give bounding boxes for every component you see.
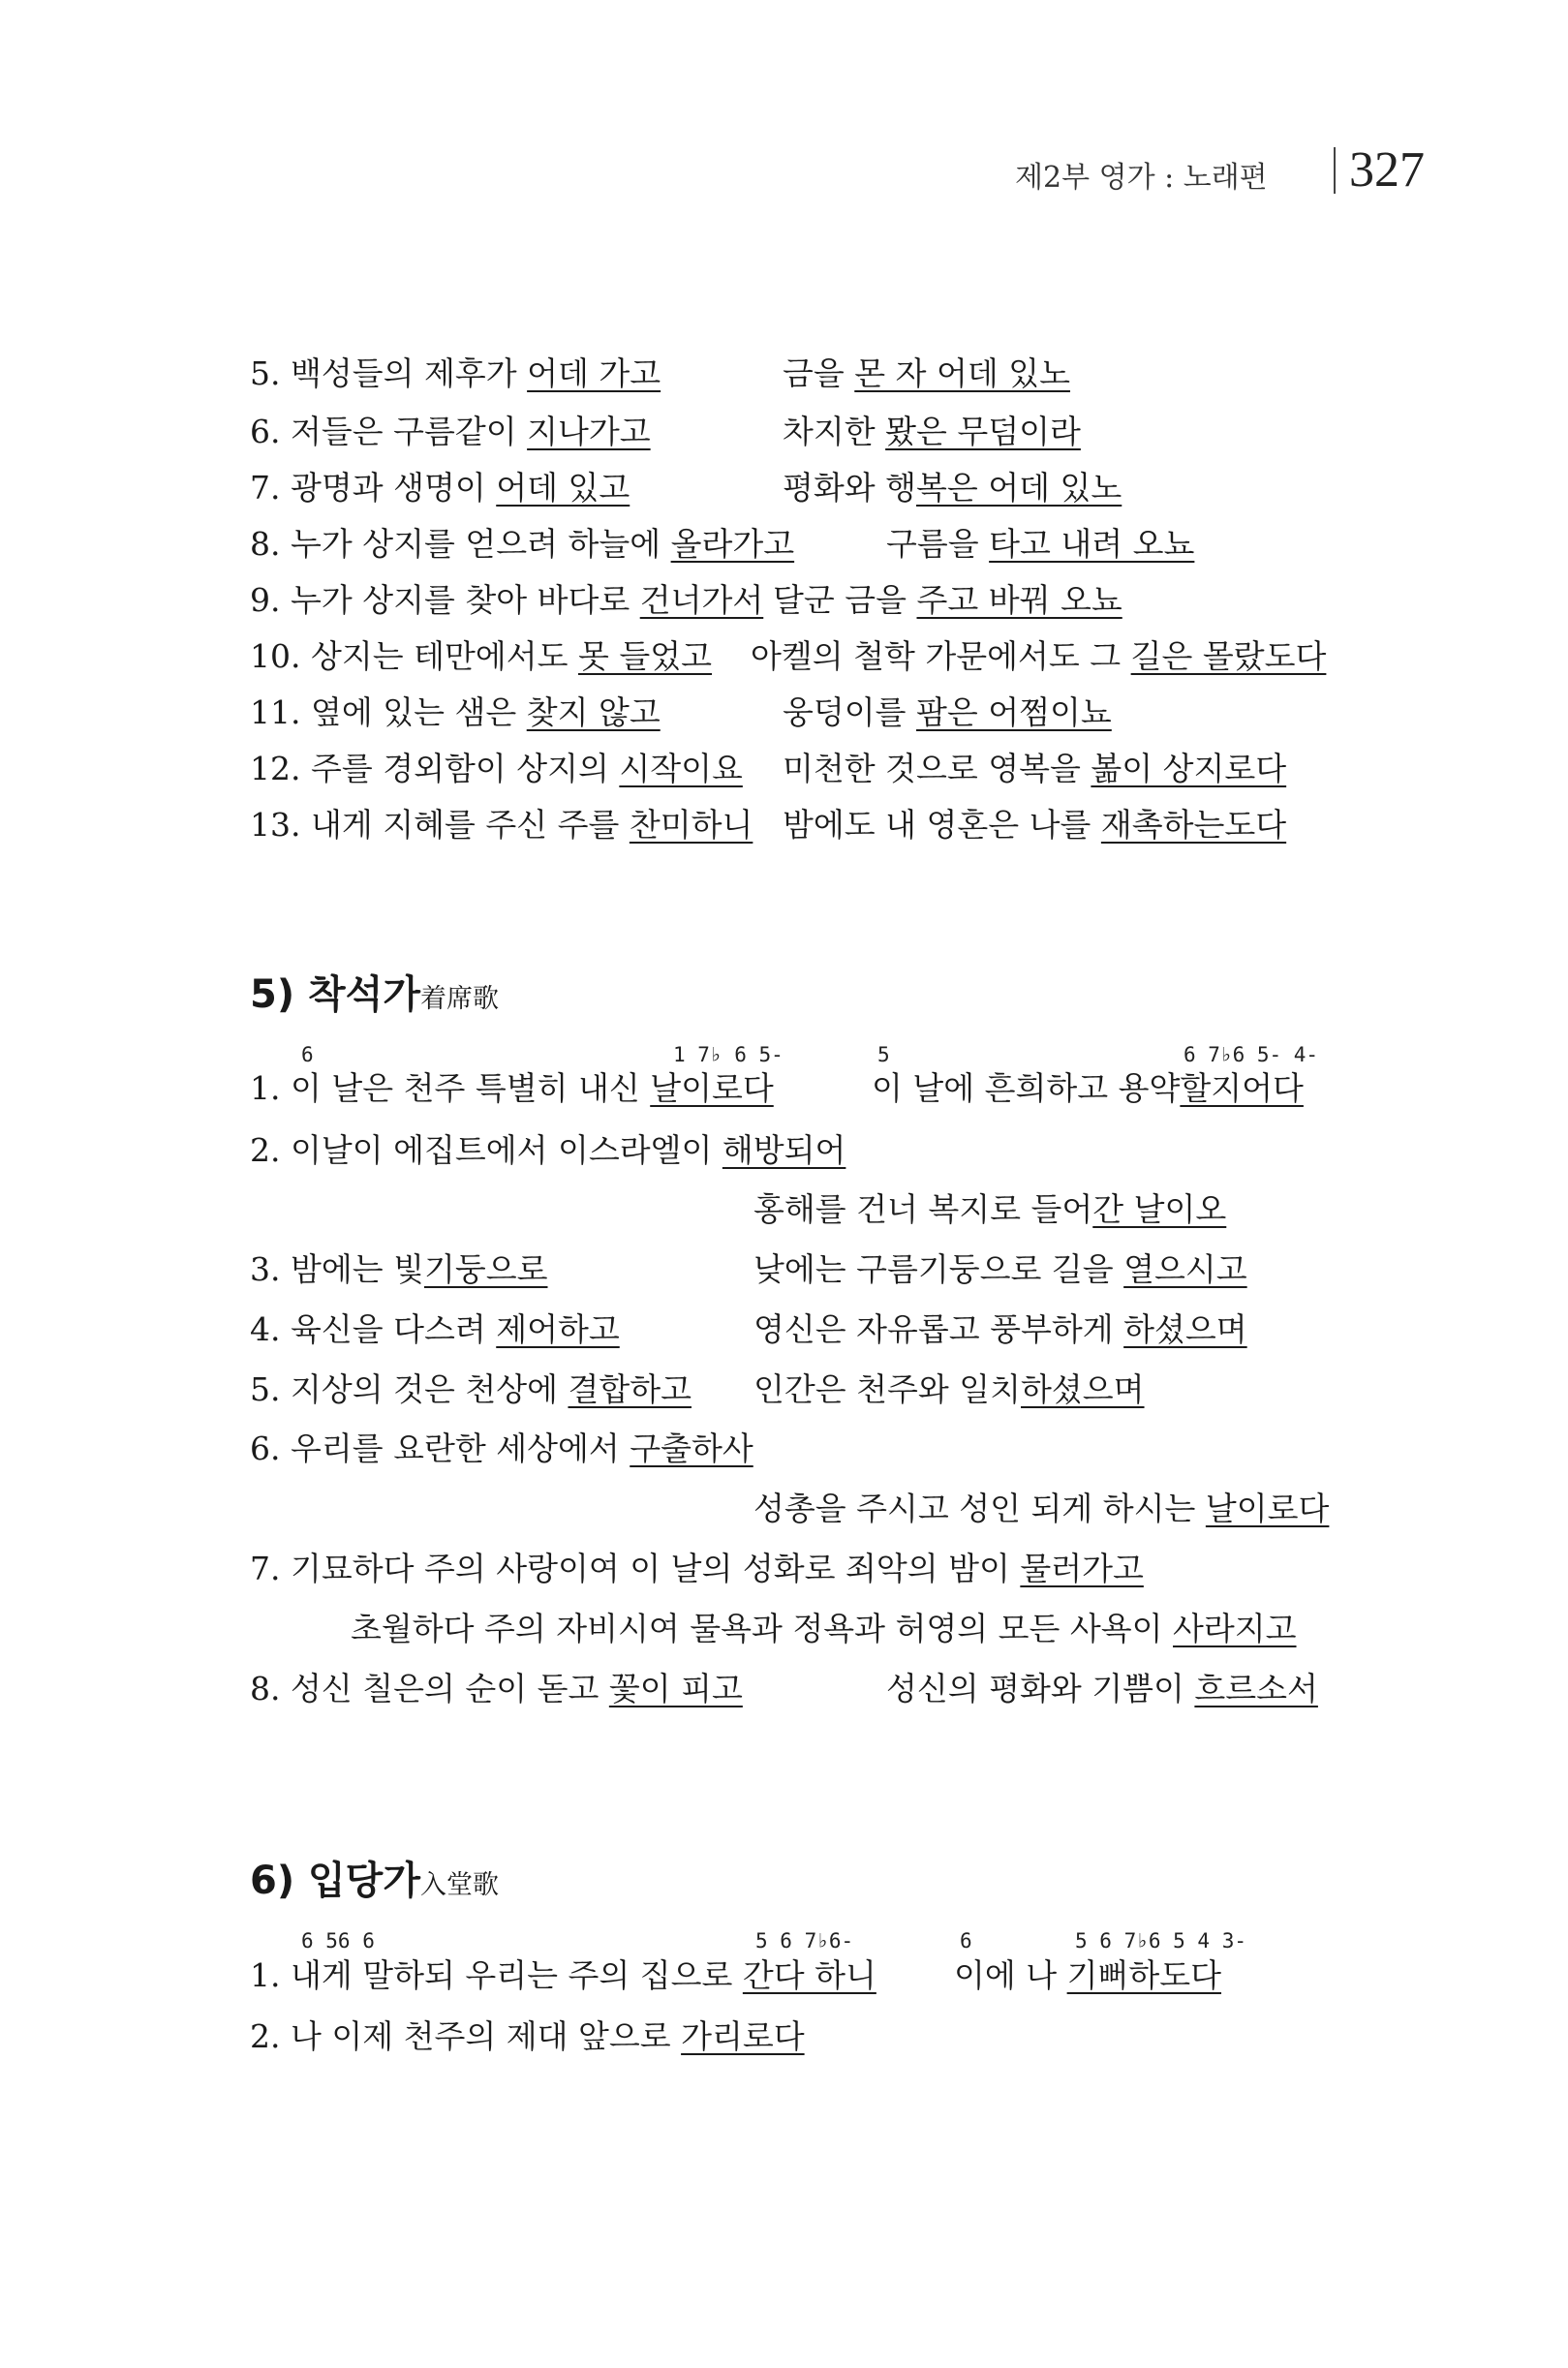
verse-line: 7. 기묘하다 주의 사랑이여 이 날의 성화로 죄악의 밤이 물러가고: [250, 1550, 1144, 1587]
verse-line-response: 홍해를 건너 복지로 들어간 날이오: [753, 1190, 1227, 1228]
verse-line: 8. 누가 상지를 얻으려 하늘에 올라가고: [250, 525, 795, 563]
verse-line: 6. 우리를 요란한 세상에서 구출하사: [250, 1430, 753, 1467]
verse-line: 10. 상지는 테만에서도 못 들었고: [250, 637, 712, 675]
verse-line: 12. 주를 경외함이 상지의 시작이요: [250, 750, 743, 787]
verse-line-response: 이에 나 기뻐하도다: [954, 1956, 1222, 1994]
verse-line: 4. 육신을 다스려 제어하고: [250, 1310, 620, 1348]
verse-line: 2. 나 이제 천주의 제대 앞으로 가리로다: [250, 2017, 805, 2055]
verse-line-response: 성총을 주시고 성인 되게 하시는 날이로다: [753, 1490, 1330, 1527]
verse-line: 1. 내게 말하되 우리는 주의 집으로 간다 하니: [250, 1956, 876, 1994]
melody-note: 5 6 7♭6-: [755, 1929, 854, 1953]
verse-line: 6. 저들은 구름같이 지나가고: [250, 413, 651, 450]
verse-line-response: 낮에는 구름기둥으로 길을 열으시고: [753, 1250, 1247, 1288]
melody-note: 5: [877, 1043, 890, 1066]
verse-line-response: 이 날에 흔희하고 용약할지어다: [872, 1069, 1304, 1107]
verse-line: 5. 백성들의 제후가 어데 가고: [250, 354, 661, 392]
verse-line: 1. 이 날은 천주 특별히 내신 날이로다: [250, 1069, 774, 1107]
verse-line: 8. 성신 칠은의 순이 돋고 꽃이 피고: [250, 1670, 743, 1707]
melody-note: 6: [960, 1929, 972, 1953]
melody-note: 5 6 7♭6 5 4 3-: [1075, 1929, 1247, 1953]
verse-line: 7. 광명과 생명이 어데 있고: [250, 469, 630, 507]
verse-line-response: 영신은 자유롭고 풍부하게 하셨으며: [753, 1310, 1247, 1348]
verse-line: 13. 내게 지혜를 주신 주를 찬미하니: [250, 806, 753, 844]
melody-note: 6 7♭6 5- 4-: [1184, 1043, 1319, 1066]
verse-line-response: 아켈의 철학 가문에서도 그 길은 몰랐도다: [751, 637, 1327, 675]
verse-line: 5. 지상의 것은 천상에 결합하고: [250, 1370, 692, 1408]
verse-line-response: 미천한 것으로 영복을 볾이 상지로다: [783, 750, 1287, 787]
header-divider: [1334, 147, 1336, 194]
verse-line-response: 인간은 천주와 일치하셨으며: [753, 1370, 1145, 1408]
page-number: 327: [1349, 142, 1425, 198]
melody-note: 6: [301, 1043, 314, 1066]
verse-line-response: 평화와 행복은 어데 있노: [783, 469, 1122, 507]
melody-note: 1 7♭ 6 5-: [673, 1043, 784, 1066]
verse-line-response: 달군 금을 주고 바꿔 오뇨: [773, 581, 1122, 619]
verse-line: 11. 옆에 있는 샘은 찾지 않고: [250, 693, 661, 731]
melody-note: 6 56 6: [301, 1929, 375, 1953]
verse-line-response: 구름을 타고 내려 오뇨: [886, 525, 1195, 563]
verse-line: 9. 누가 상지를 찾아 바다로 건너가서: [250, 581, 764, 619]
verse-line: 2. 이날이 에집트에서 이스라엘이 해방되어: [250, 1131, 846, 1169]
verse-line: 3. 밤에는 빛기둥으로: [250, 1250, 548, 1288]
section-heading: 5) 착석가着席歌: [250, 972, 499, 1017]
verse-line-response: 밤에도 내 영혼은 나를 재촉하는도다: [783, 806, 1287, 844]
running-header: 제2부 영가 : 노래편: [1015, 161, 1268, 195]
verse-line-continuation: 초월하다 주의 자비시여 물욕과 정욕과 허영의 모든 사욕이 사라지고: [351, 1610, 1297, 1647]
verse-line-response: 웅덩이를 팜은 어쩜이뇨: [783, 693, 1112, 731]
verse-line-response: 성신의 평화와 기쁨이 흐르소서: [886, 1670, 1318, 1707]
section-heading: 6) 입당가入堂歌: [250, 1859, 499, 1903]
verse-line-response: 차지한 뫘은 무덤이라: [783, 413, 1081, 450]
verse-line-response: 금을 몬 자 어데 있노: [783, 354, 1070, 392]
